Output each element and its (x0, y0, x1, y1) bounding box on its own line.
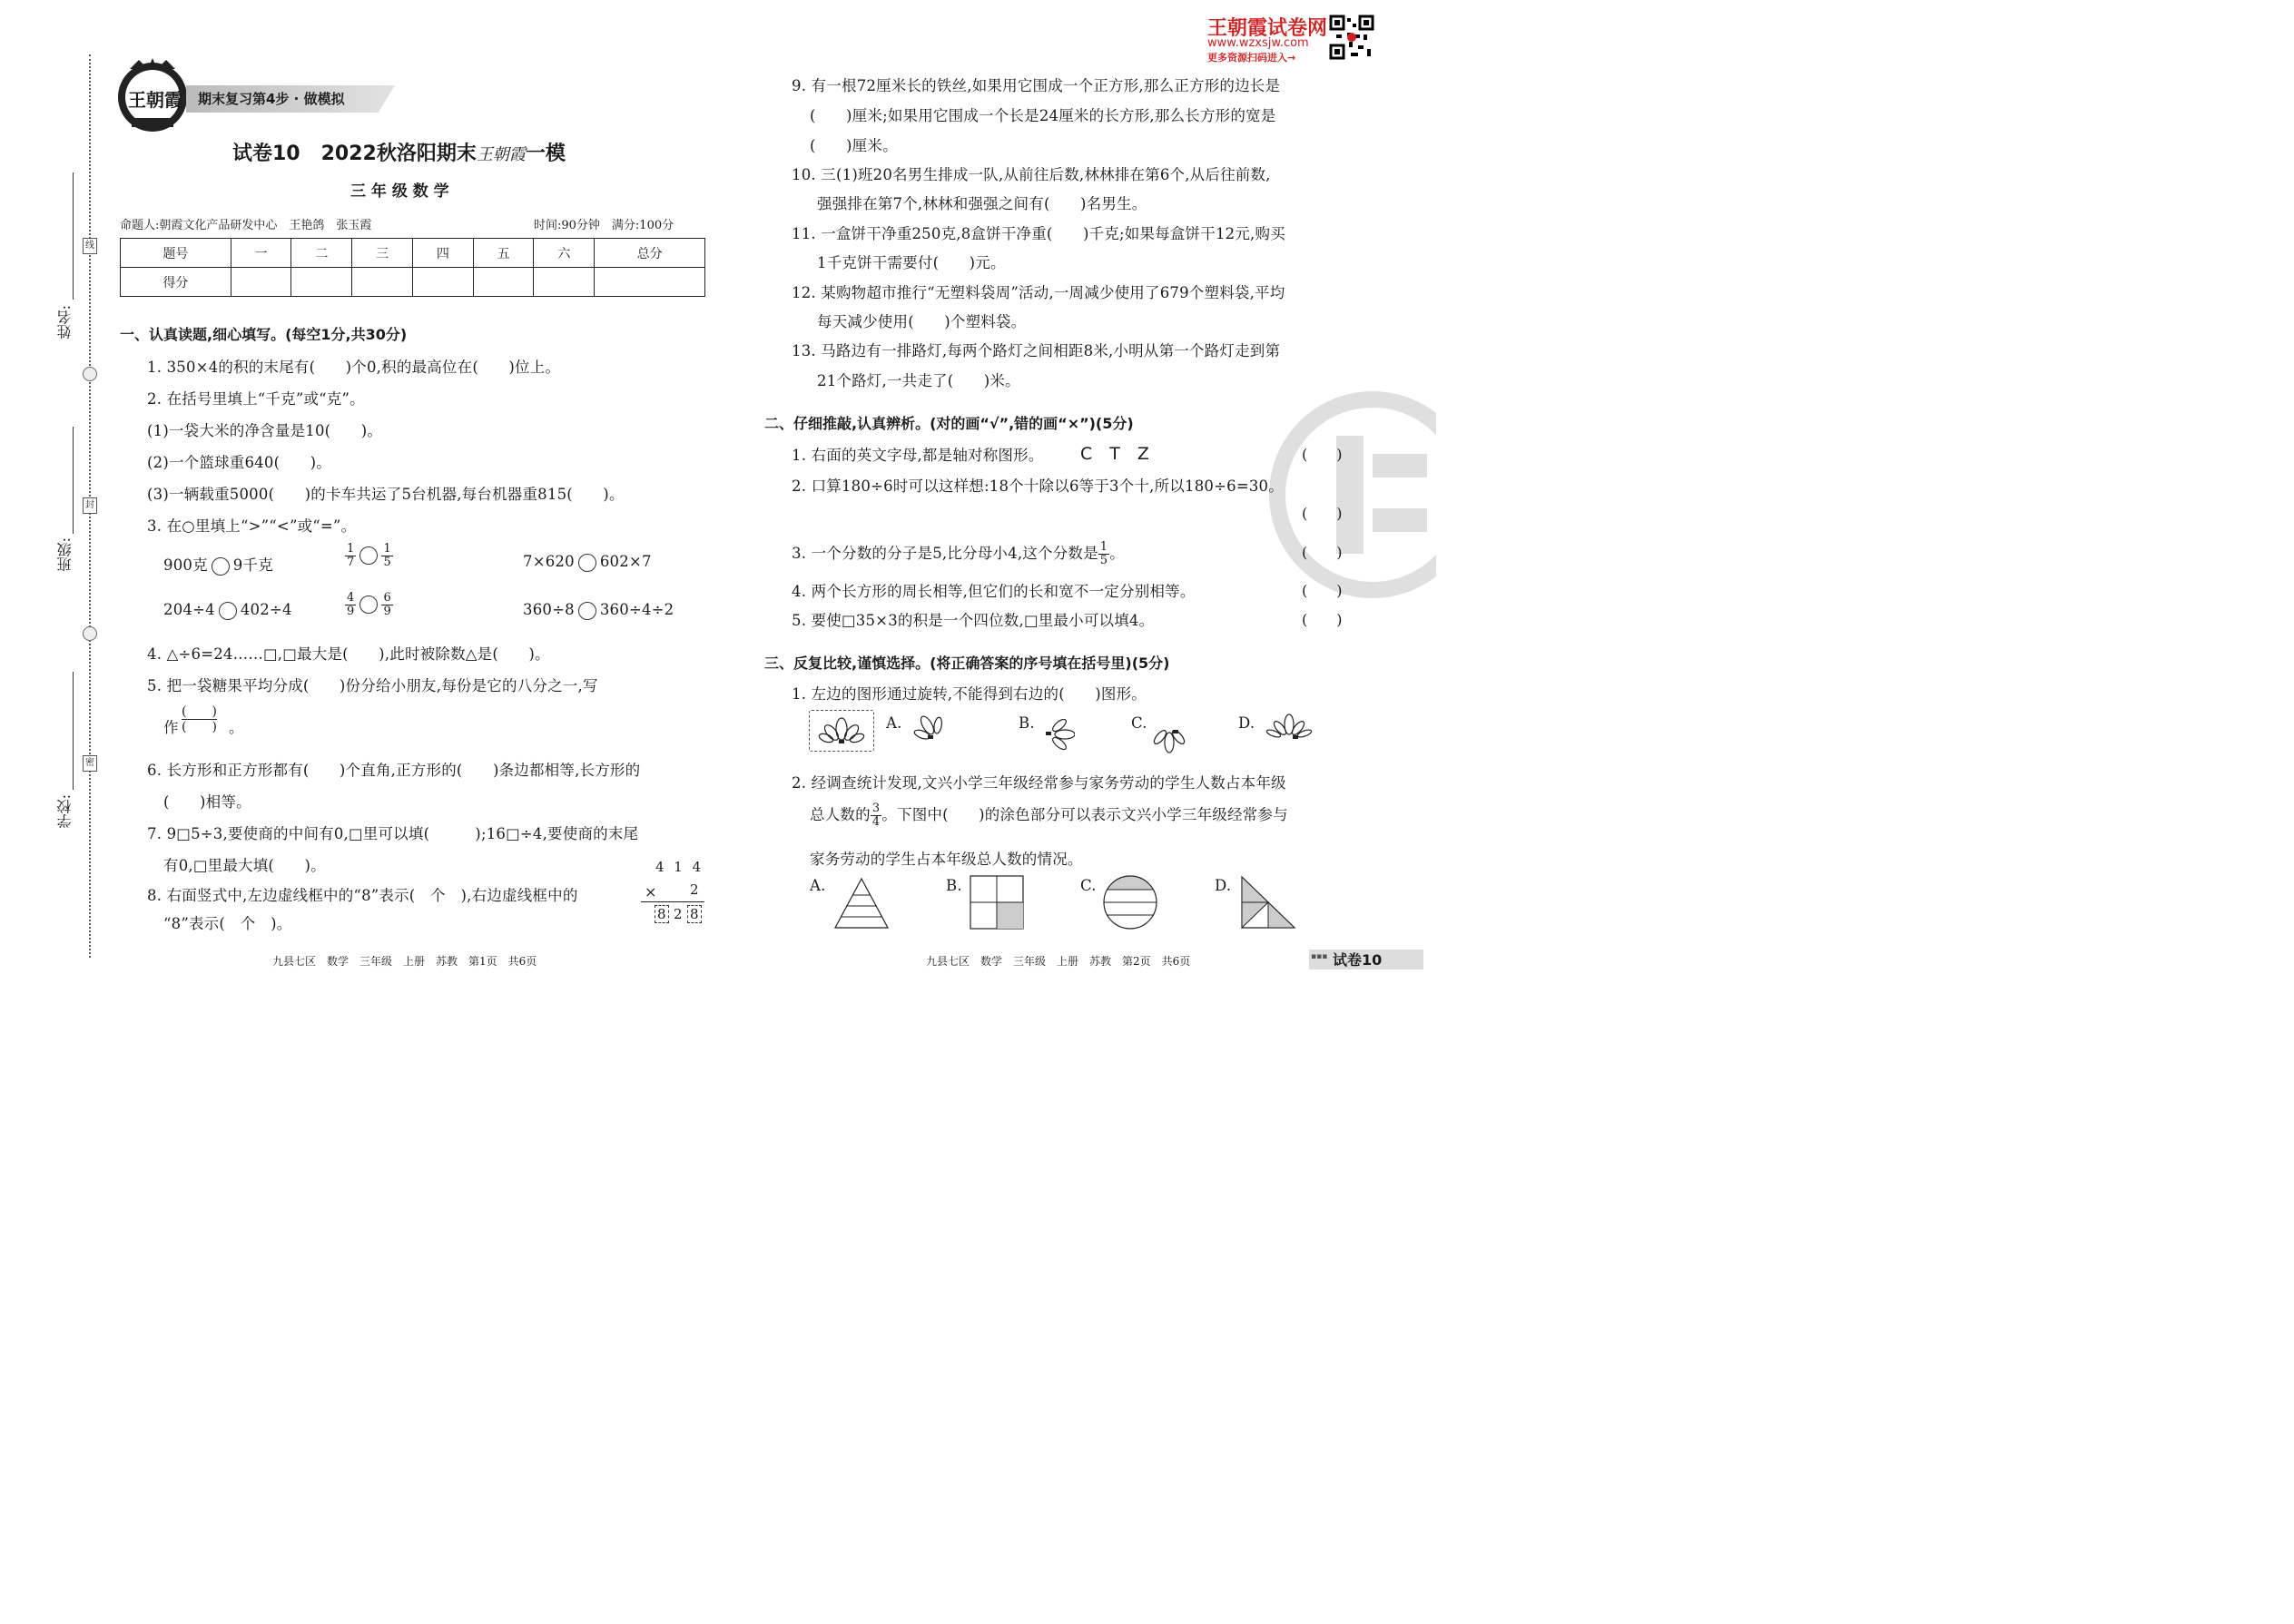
calc-digit-right: 8 (687, 905, 702, 923)
footer-right: 九县七区 数学 三年级 上册 苏教 第2页 共6页 (926, 955, 1191, 968)
compare-item: 204÷4 402÷4 (163, 601, 292, 618)
blank-fraction[interactable] (182, 704, 217, 734)
option-d-flower[interactable] (1262, 710, 1316, 750)
question-1-10-cont: 强强排在第7个,林林和强强之间有( )名男生。 (817, 195, 1147, 212)
question-1-6-cont: ( )相等。 (163, 793, 251, 811)
score-cell[interactable] (231, 268, 291, 297)
score-table-score-row (121, 268, 705, 297)
question-1-12: 12. 某购物超市推行“无塑料袋周”活动,一周减少使用了679个塑料袋,平均 (792, 284, 1285, 301)
question-1-6: 6. 长方形和正方形都有( )个直角,正方形的( )条边都相等,长方形的 (147, 762, 641, 779)
paper-tag: 试卷10 (1333, 951, 1383, 969)
logo-seal (113, 56, 192, 134)
logo-text: 王朝霞 (128, 89, 182, 111)
choice-question-2: 2. 经调查统计发现,文兴小学三年级经常参与家务劳动的学生人数占本年级 (792, 774, 1286, 792)
score-header-cell: 一 (231, 239, 291, 268)
question-1-1: 1. 350×4的积的末尾有( )个0,积的最高位在( )位上。 (147, 359, 561, 376)
title-prefix: 试卷10 (232, 143, 300, 165)
choice-question-2-cont2: 家务劳动的学生占本年级总人数的情况。 (810, 851, 1083, 868)
score-header-cell: 四 (412, 239, 473, 268)
judge-answer-1[interactable]: ( ) (1302, 446, 1343, 463)
cut-mark-line: 线 (83, 238, 97, 254)
question-1-7: 7. 9□5÷3,要使商的中间有0,□里可以填( );16□÷4,要使商的末尾 (147, 825, 639, 842)
option-b-flower[interactable] (1039, 708, 1075, 764)
compare-item: 900克 9千克 (163, 556, 273, 574)
question-1-13: 13. 马路边有一排路灯,每两个路灯之间相距8米,小明从第一个路灯走到第 (792, 342, 1281, 359)
score-row-label: 得分 (121, 268, 231, 297)
title-main: 2022秋洛阳期末 (320, 143, 477, 165)
compare-item: 360÷8 360÷4÷2 (523, 601, 674, 618)
blank-denominator[interactable]: ( ) (182, 720, 217, 735)
binding-hole (83, 626, 97, 641)
question-1-11-cont: 1千克饼干需要付( )元。 (817, 254, 1006, 271)
fraction-end: 。 (229, 719, 244, 736)
section2-title: 二、仔细推敲,认真辨析。(对的画“√”,错的画“×”)(5分) (764, 415, 1134, 432)
choice-question-2-cont: 总人数的 $\frac{3}{4}$ 。下图中( )的涂色部分可以表示文兴小学三年级经常参与 (810, 802, 1288, 829)
question-1-5: 5. 把一袋糖果平均分成( )份分给小朋友,每份是它的八分之一,写 (147, 677, 598, 694)
judge-letters: C T Z (1080, 444, 1149, 464)
calc-rule (641, 901, 704, 902)
question-1-8: 8. 右面竖式中,左边虚线框中的“8”表示( 个 ),右边虚线框中的 (147, 887, 578, 904)
judge-answer-3[interactable]: ( ) (1302, 544, 1343, 561)
judge-answer-5[interactable]: ( ) (1302, 611, 1343, 628)
shape-option-d-label[interactable]: D. (1215, 877, 1232, 894)
question-1-10: 10. 三(1)班20名男生排成一队,从前往后数,林林排在第6个,从后往前数, (792, 166, 1271, 183)
score-table (120, 238, 705, 297)
authors: 命题人:朝霞文化产品研发中心 王艳鸽 张玉霞 (120, 219, 372, 232)
option-c-label[interactable]: C. (1131, 714, 1147, 732)
brand-name: 王朝霞试卷网 (1207, 17, 1328, 40)
footer-left: 九县七区 数学 三年级 上册 苏教 第1页 共6页 (272, 955, 537, 968)
compare-item: 7×620 602×7 (523, 553, 652, 570)
judge-answer-2[interactable]: ( ) (1302, 505, 1343, 522)
question-1-13-cont: 21个路灯,一共走了( )米。 (817, 372, 1020, 389)
score-header-cell: 五 (473, 239, 534, 268)
school-label: 学校: (56, 794, 74, 829)
score-cell[interactable] (352, 268, 413, 297)
cut-mark-seal: 封 (83, 497, 97, 514)
question-1-9-cont: ( )厘米;如果用它围成一个长是24厘米的长方形,那么长方形的宽是 (810, 107, 1276, 124)
question-1-2-3: (3)一辆载重5000( )的卡车共运了5台机器,每台机器重815( )。 (147, 486, 625, 503)
calc-multiplicand: 4 1 4 (655, 859, 704, 875)
compare-circle[interactable] (578, 602, 596, 620)
binding-hole (83, 367, 97, 381)
score-cell[interactable] (291, 268, 352, 297)
question-1-2-1: (1)一袋大米的净含量是10( )。 (147, 422, 383, 439)
option-a-label[interactable]: A. (886, 714, 902, 732)
calc-digit-left: 8 (655, 905, 669, 923)
question-1-2-2: (2)一个篮球重640( )。 (147, 454, 331, 471)
shape-option-a-label[interactable]: A. (810, 877, 826, 894)
section3-title: 三、反复比较,谨慎选择。(将正确答案的序号填在括号里)(5分) (764, 655, 1170, 672)
blank-numerator[interactable]: ( ) (182, 704, 217, 719)
question-1-2: 2. 在括号里填上“千克”或“克”。 (147, 390, 365, 408)
shape-option-c-circle[interactable] (1102, 875, 1158, 933)
title-brand: 王朝霞 (476, 145, 526, 164)
compare-circle[interactable] (219, 602, 237, 620)
score-table-header-row (121, 239, 705, 268)
compare-item: $\frac{4}{9}$ $\frac{6}{9}$ (347, 591, 391, 618)
question-1-8-cont: “8”表示( 个 )。 (163, 915, 292, 932)
score-header-cell: 总分 (595, 239, 705, 268)
choice-question-1: 1. 左边的图形通过旋转,不能得到右边的( )图形。 (792, 685, 1147, 703)
question-1-11: 11. 一盒饼干净重250克,8盒饼干净重( )千克;如果每盒饼干12元,购买 (792, 225, 1285, 242)
shape-option-b-label[interactable]: B. (946, 877, 962, 894)
judge-question-1: 1. 右面的英文字母,都是轴对称图形。 (792, 447, 1044, 464)
calc-operator: × (645, 883, 657, 901)
shape-option-a-triangle[interactable] (833, 877, 890, 933)
judge-question-3: 3. 一个分数的分子是5,比分母小4,这个分数是 $\frac{1}{5}$ 。 (792, 540, 1125, 567)
school-field-line[interactable] (73, 672, 74, 790)
score-header-cell: 三 (352, 239, 413, 268)
name-field-line[interactable] (73, 172, 74, 300)
shape-option-b-square[interactable] (970, 875, 1024, 933)
score-cell[interactable] (412, 268, 473, 297)
question-1-4: 4. △÷6=24……□,□最大是( ),此时被除数△是( )。 (147, 645, 550, 663)
judge-answer-4[interactable]: ( ) (1302, 582, 1343, 599)
class-label: 班级: (56, 537, 74, 572)
qr-code-icon[interactable] (1329, 15, 1374, 60)
class-field-line[interactable] (73, 427, 74, 534)
score-cell[interactable] (534, 268, 595, 297)
option-d-label[interactable]: D. (1238, 714, 1255, 732)
banner-text: 期末复习第4步 · 做模拟 (198, 91, 345, 107)
tag-dots-icon: ▪▪▪ (1311, 952, 1328, 961)
original-flower-figure (809, 710, 874, 752)
brand-scan-text: 更多资源扫码进入→ (1207, 52, 1296, 64)
score-cell[interactable] (473, 268, 534, 297)
cut-mark-secret: 密 (83, 755, 97, 772)
brand-url[interactable]: www.wzxsjw.com (1207, 36, 1309, 50)
judge-question-5: 5. 要使□35×3的积是一个四位数,□里最小可以填4。 (792, 612, 1155, 629)
question-1-3: 3. 在○里填上“>”“<”或“=”。 (147, 517, 357, 535)
compare-circle[interactable] (212, 557, 230, 576)
judge-question-4: 4. 两个长方形的周长相等,但它们的长和宽不一定分别相等。 (792, 583, 1196, 600)
title-suffix: 一模 (525, 143, 566, 165)
question-1-7-cont: 有0,□里最大填( )。 (163, 857, 326, 874)
question-1-9: 9. 有一根72厘米长的铁丝,如果用它围成一个正方形,那么正方形的边长是 (792, 77, 1281, 94)
shape-option-d-triangle[interactable] (1240, 875, 1296, 933)
watermark-stamp (1264, 381, 1436, 608)
judge-question-2: 2. 口算180÷6时可以这样想:18个十除以6等于3个十,所以180÷6=30。 (792, 477, 1284, 495)
option-c-flower[interactable] (1151, 708, 1187, 764)
calc-digit-mid: 2 (674, 906, 683, 922)
compare-circle[interactable] (359, 546, 378, 565)
calc-multiplier: 2 (690, 881, 699, 898)
score-header-cell: 题号 (121, 239, 231, 268)
score-header-cell: 六 (534, 239, 595, 268)
compare-circle[interactable] (578, 554, 596, 572)
option-a-flower[interactable] (908, 710, 953, 755)
question-1-12-cont: 每天减少使用( )个塑料袋。 (817, 313, 1027, 330)
score-cell[interactable] (595, 268, 705, 297)
compare-circle[interactable] (359, 595, 378, 614)
compare-item: $\frac{1}{7}$ $\frac{1}{5}$ (347, 542, 391, 569)
shape-option-c-label[interactable]: C. (1080, 877, 1097, 894)
name-label: 姓名: (56, 305, 74, 340)
section1-title: 一、认真读题,细心填写。(每空1分,共30分) (120, 326, 408, 343)
option-b-label[interactable]: B. (1019, 714, 1035, 732)
score-header-cell: 二 (291, 239, 352, 268)
subject-title: 三 年 级 数 学 (350, 182, 449, 201)
question-1-9-cont2: ( )厘米。 (810, 137, 898, 154)
question-1-5-cont: 作 (163, 719, 179, 736)
time-score: 时间:90分钟 满分:100分 (534, 219, 674, 232)
page-title (232, 138, 566, 166)
